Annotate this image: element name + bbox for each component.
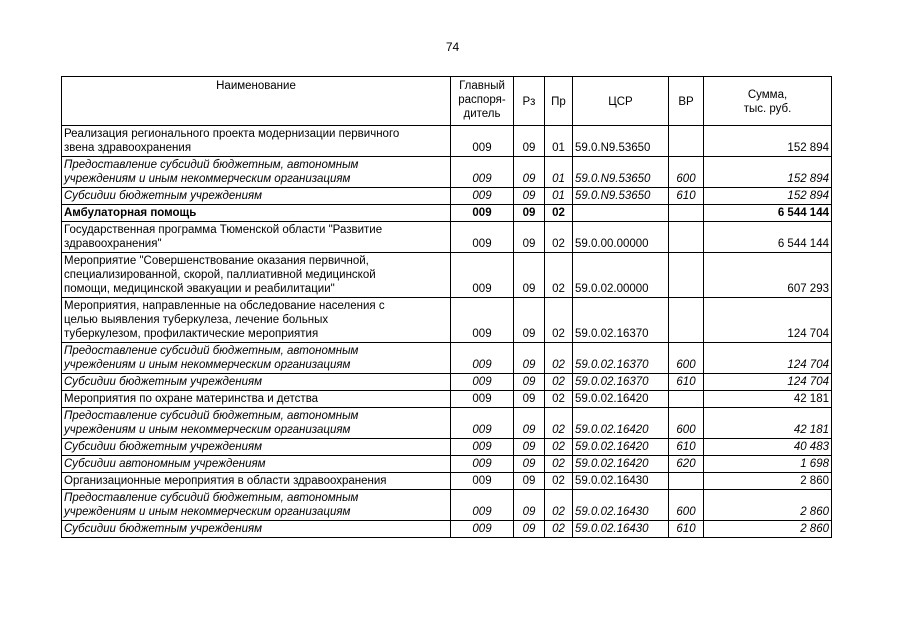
cell-rz: 09 xyxy=(514,343,545,374)
cell-name xyxy=(62,205,451,222)
cell-rz: 09 xyxy=(514,298,545,343)
cell-main-manager: 009 xyxy=(451,298,514,343)
cell-name xyxy=(62,456,451,473)
cell-name-line: учреждениям и иным некоммерческим организациям xyxy=(64,506,351,518)
cell-pr: 02 xyxy=(545,298,573,343)
cell-name-line: целью выявления туберкулеза, лечение больных xyxy=(64,314,329,326)
cell-rz: 09 xyxy=(514,157,545,188)
header-sum-line1: Сумма, xyxy=(747,89,788,101)
cell-csr: 59.0.02.16420 xyxy=(573,391,669,408)
cell-sum: 40 483 xyxy=(704,439,832,456)
cell-name xyxy=(62,439,451,456)
cell-vr xyxy=(669,473,704,490)
cell-rz: 09 xyxy=(514,490,545,521)
cell-name-line: Амбулаторная помощь xyxy=(64,207,197,219)
cell-rz: 09 xyxy=(514,473,545,490)
cell-csr: 59.0.02.16430 xyxy=(573,490,669,521)
table-row xyxy=(62,222,832,253)
cell-rz: 09 xyxy=(514,391,545,408)
cell-rz: 09 xyxy=(514,456,545,473)
cell-name-line: специализированной, скорой, паллиативной медицинской xyxy=(64,269,376,281)
cell-name-line: Предоставление субсидий бюджетным, автономным xyxy=(64,159,359,171)
cell-main-manager: 009 xyxy=(451,473,514,490)
cell-vr xyxy=(669,126,704,157)
table-row xyxy=(62,298,832,343)
cell-vr: 610 xyxy=(669,521,704,538)
cell-rz: 09 xyxy=(514,126,545,157)
table-row xyxy=(62,343,832,374)
cell-sum: 152 894 xyxy=(704,188,832,205)
cell-sum: 152 894 xyxy=(704,126,832,157)
header-rz xyxy=(514,77,545,126)
table-row xyxy=(62,126,832,157)
cell-pr: 01 xyxy=(545,126,573,157)
cell-name xyxy=(62,126,451,157)
cell-vr xyxy=(669,205,704,222)
cell-name-line: туберкулезом, профилактические мероприятия xyxy=(64,328,319,340)
cell-name-line: Субсидии бюджетным учреждениям xyxy=(64,376,263,388)
table-row xyxy=(62,374,832,391)
cell-main-manager: 009 xyxy=(451,188,514,205)
cell-csr: 59.0.02.16420 xyxy=(573,456,669,473)
cell-name-line: Государственная программа Тюменской области "Развитие xyxy=(64,224,383,236)
table-row xyxy=(62,473,832,490)
header-name xyxy=(62,77,451,126)
table-row xyxy=(62,490,832,521)
cell-name-line: учреждениям и иным некоммерческим организациям xyxy=(64,173,351,185)
cell-name-line: Субсидии бюджетным учреждениям xyxy=(64,523,263,535)
cell-sum: 42 181 xyxy=(704,391,832,408)
cell-sum: 1 698 xyxy=(704,456,832,473)
cell-pr: 02 xyxy=(545,490,573,521)
cell-main-manager: 009 xyxy=(451,205,514,222)
cell-csr: 59.0.N9.53650 xyxy=(573,188,669,205)
header-name-label: Наименование xyxy=(216,80,296,92)
cell-pr: 01 xyxy=(545,188,573,205)
table-body xyxy=(62,126,832,538)
cell-pr: 02 xyxy=(545,456,573,473)
cell-pr: 02 xyxy=(545,473,573,490)
cell-name xyxy=(62,188,451,205)
table-row xyxy=(62,205,832,222)
cell-main-manager: 009 xyxy=(451,374,514,391)
cell-csr: 59.0.02.16370 xyxy=(573,298,669,343)
cell-name xyxy=(62,157,451,188)
cell-main-manager: 009 xyxy=(451,253,514,298)
header-csr-label: ЦСР xyxy=(608,96,633,108)
cell-vr: 600 xyxy=(669,343,704,374)
cell-name-line: помощи, медицинской эвакуации и реабилитации" xyxy=(64,283,335,295)
cell-pr: 02 xyxy=(545,521,573,538)
cell-vr xyxy=(669,253,704,298)
cell-pr: 02 xyxy=(545,408,573,439)
cell-pr: 02 xyxy=(545,343,573,374)
cell-sum: 607 293 xyxy=(704,253,832,298)
cell-name xyxy=(62,521,451,538)
budget-table xyxy=(61,76,832,538)
cell-sum: 124 704 xyxy=(704,374,832,391)
header-main-manager xyxy=(451,77,514,126)
cell-name xyxy=(62,408,451,439)
cell-vr: 610 xyxy=(669,374,704,391)
cell-name xyxy=(62,473,451,490)
cell-csr xyxy=(573,205,669,222)
cell-csr: 59.0.02.16370 xyxy=(573,374,669,391)
cell-sum: 2 860 xyxy=(704,490,832,521)
cell-name-line: здравоохранения" xyxy=(64,238,162,250)
table-row xyxy=(62,157,832,188)
header-row xyxy=(62,77,832,126)
header-vr-label: ВР xyxy=(678,96,694,108)
cell-name xyxy=(62,343,451,374)
cell-name xyxy=(62,222,451,253)
cell-pr: 02 xyxy=(545,391,573,408)
cell-main-manager: 009 xyxy=(451,456,514,473)
header-csr xyxy=(573,77,669,126)
cell-vr xyxy=(669,391,704,408)
table-row xyxy=(62,439,832,456)
cell-vr: 620 xyxy=(669,456,704,473)
cell-name xyxy=(62,253,451,298)
table-row xyxy=(62,456,832,473)
cell-sum: 152 894 xyxy=(704,157,832,188)
cell-csr: 59.0.N9.53650 xyxy=(573,126,669,157)
cell-name-line: Субсидии бюджетным учреждениям xyxy=(64,190,263,202)
header-pr-label: Пр xyxy=(551,96,566,108)
cell-csr: 59.0.00.00000 xyxy=(573,222,669,253)
table-row xyxy=(62,188,832,205)
cell-main-manager: 009 xyxy=(451,222,514,253)
table-row xyxy=(62,408,832,439)
cell-pr: 01 xyxy=(545,157,573,188)
cell-name-line: Организационные мероприятия в области здравоохранения xyxy=(64,475,387,487)
cell-pr: 02 xyxy=(545,205,573,222)
cell-vr xyxy=(669,222,704,253)
table-header xyxy=(62,77,832,126)
cell-rz: 09 xyxy=(514,439,545,456)
header-sum-line2: тыс. руб. xyxy=(743,103,792,115)
table-row xyxy=(62,391,832,408)
cell-name xyxy=(62,391,451,408)
header-main-manager-line2: распоря- xyxy=(458,94,506,106)
cell-name-line: Мероприятие "Совершенствование оказания первичной, xyxy=(64,255,369,267)
cell-vr xyxy=(669,298,704,343)
header-main-manager-line3: дитель xyxy=(463,108,501,120)
cell-name xyxy=(62,490,451,521)
cell-name-line: Мероприятия по охране материнства и детства xyxy=(64,393,319,405)
table-row xyxy=(62,521,832,538)
cell-rz: 09 xyxy=(514,521,545,538)
cell-name-line: учреждениям и иным некоммерческим организациям xyxy=(64,424,351,436)
cell-vr: 610 xyxy=(669,188,704,205)
cell-vr: 610 xyxy=(669,439,704,456)
header-main-manager-line1: Главный xyxy=(459,80,505,92)
cell-main-manager: 009 xyxy=(451,439,514,456)
cell-name xyxy=(62,298,451,343)
cell-sum: 6 544 144 xyxy=(704,222,832,253)
cell-pr: 02 xyxy=(545,374,573,391)
cell-main-manager: 009 xyxy=(451,391,514,408)
cell-sum: 2 860 xyxy=(704,521,832,538)
cell-main-manager: 009 xyxy=(451,157,514,188)
cell-sum: 42 181 xyxy=(704,408,832,439)
cell-main-manager: 009 xyxy=(451,343,514,374)
cell-csr: 59.0.N9.53650 xyxy=(573,157,669,188)
cell-sum: 6 544 144 xyxy=(704,205,832,222)
table-row xyxy=(62,253,832,298)
cell-name-line: Предоставление субсидий бюджетным, автономным xyxy=(64,345,359,357)
cell-pr: 02 xyxy=(545,439,573,456)
cell-vr: 600 xyxy=(669,408,704,439)
cell-name-line: звена здравоохранения xyxy=(64,142,192,154)
cell-main-manager: 009 xyxy=(451,521,514,538)
cell-main-manager: 009 xyxy=(451,490,514,521)
cell-vr: 600 xyxy=(669,490,704,521)
cell-rz: 09 xyxy=(514,253,545,298)
cell-pr: 02 xyxy=(545,253,573,298)
header-vr xyxy=(669,77,704,126)
page-number: 74 xyxy=(445,40,460,54)
cell-main-manager: 009 xyxy=(451,126,514,157)
cell-csr: 59.0.02.00000 xyxy=(573,253,669,298)
cell-csr: 59.0.02.16430 xyxy=(573,473,669,490)
cell-name-line: учреждениям и иным некоммерческим организациям xyxy=(64,359,351,371)
cell-rz: 09 xyxy=(514,408,545,439)
cell-name-line: Субсидии автономным учреждениям xyxy=(64,458,266,470)
cell-main-manager: 009 xyxy=(451,408,514,439)
cell-csr: 59.0.02.16370 xyxy=(573,343,669,374)
cell-name-line: Предоставление субсидий бюджетным, автономным xyxy=(64,492,359,504)
cell-name-line: Реализация регионального проекта модернизации первичного xyxy=(64,128,400,140)
cell-rz: 09 xyxy=(514,205,545,222)
cell-csr: 59.0.02.16420 xyxy=(573,439,669,456)
header-rz-label: Рз xyxy=(522,96,536,108)
cell-rz: 09 xyxy=(514,222,545,253)
cell-rz: 09 xyxy=(514,188,545,205)
cell-vr: 600 xyxy=(669,157,704,188)
cell-name-line: Предоставление субсидий бюджетным, автономным xyxy=(64,410,359,422)
header-sum xyxy=(704,77,832,126)
header-pr xyxy=(545,77,573,126)
cell-sum: 124 704 xyxy=(704,343,832,374)
cell-rz: 09 xyxy=(514,374,545,391)
cell-sum: 2 860 xyxy=(704,473,832,490)
cell-csr: 59.0.02.16420 xyxy=(573,408,669,439)
cell-csr: 59.0.02.16430 xyxy=(573,521,669,538)
cell-name-line: Мероприятия, направленные на обследование населения с xyxy=(64,300,385,312)
cell-pr: 02 xyxy=(545,222,573,253)
cell-sum: 124 704 xyxy=(704,298,832,343)
cell-name-line: Субсидии бюджетным учреждениям xyxy=(64,441,263,453)
cell-name xyxy=(62,374,451,391)
